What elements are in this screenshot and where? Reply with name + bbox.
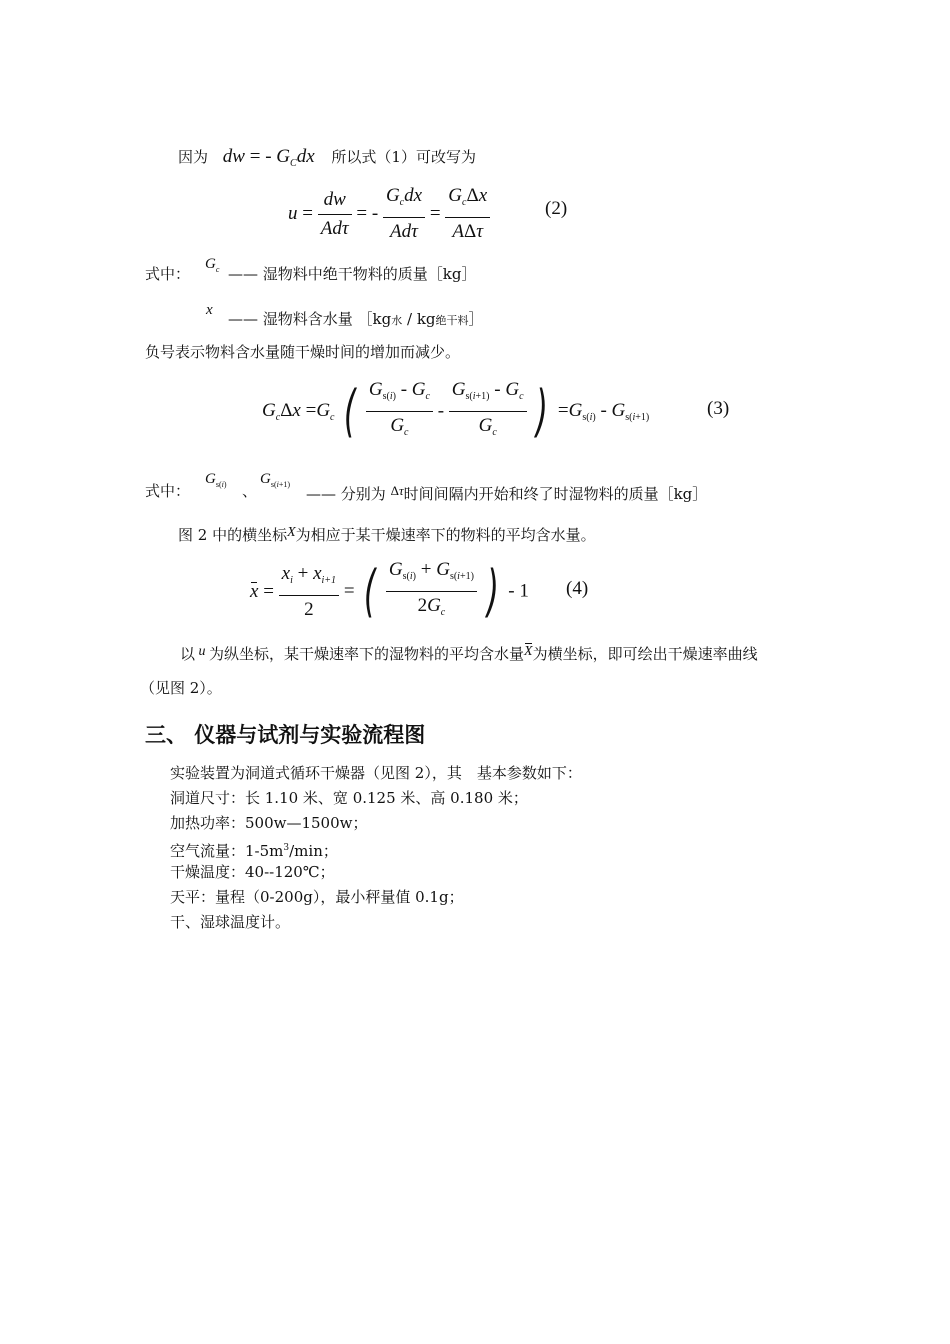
gs-description (306, 481, 707, 504)
curve-text-b: 为纵坐标，某干燥速率下的湿物料的平均含水量 (209, 645, 525, 663)
equation-3-number: (3) (707, 398, 730, 419)
air-flow-a: 空气流量：1-5m (170, 842, 284, 860)
fig2-text-b: 为相应于某干燥速率下的物料的平均含水量。 (295, 526, 596, 544)
minus-sign-note: 负号表示物料含水量随干燥时间的增加而减少。 (145, 343, 461, 361)
fig2-abscissa-line (178, 523, 596, 545)
x-desc-text: —— 湿物料含水量 ［kg (228, 310, 392, 328)
gc-description: —— 湿物料中绝干物料的质量［kg］ (228, 265, 477, 283)
curve-paragraph-line2: （见图 2）。 (140, 679, 222, 697)
x-unit-slash: / kg (402, 310, 436, 328)
equation-2: u = $\frac{dw}{\text{Adτ}}$ = - $\frac{G_cdx}{\text{Adτ}}$ = $\frac{G_c\Delta x}{\text{AΔτ}}$ (288, 184, 490, 244)
formula-dw: dw = - $G_Cdx$ (222, 146, 315, 169)
fig2-text-a: 图 2 中的横坐标 (178, 526, 288, 544)
where-label-2: 式中： (145, 482, 191, 500)
gs-desc-a: —— 分别为 (306, 485, 386, 503)
param-tunnel-size: 洞道尺寸：长 1.10 米、宽 0.125 米、高 0.180 米； (170, 789, 528, 807)
symbol-gs-i: $G_{s(i)}$ (205, 471, 227, 489)
symbol-x-avg: X (524, 644, 533, 659)
x-unit-water: 水 (391, 314, 403, 327)
curve-text-c: 为横坐标，即可绘出干燥速率曲线 (532, 645, 758, 663)
curve-text-a: 以 (180, 645, 196, 663)
where-label-1: 式中： (145, 265, 191, 283)
symbol-separator: 、 (242, 482, 258, 500)
x-description (228, 309, 484, 331)
symbol-delta-tau: Δτ (390, 483, 404, 498)
equation-2-number: (2) (545, 198, 568, 219)
symbol-gs-i1: $G_{s(i+1)}$ (260, 471, 291, 489)
because-prefix: 因为 (178, 148, 209, 166)
equation-3: $G_c\Delta x =G_c$ ( $\frac{G_{s(i)} - G_c}{G_c}$ - $\frac{G_{s(i+1)} - G_c}{G_c}$ ) $=G_{s(i)} - G_{s(i+1)}$ (262, 378, 650, 444)
x-unit-close: ］ (468, 310, 484, 328)
curve-paragraph-line1 (180, 642, 758, 664)
param-drying-temp: 干燥温度：40--120℃； (170, 863, 335, 881)
symbol-u: u (195, 644, 210, 659)
air-flow-b: /min； (289, 842, 338, 860)
because-line (178, 147, 476, 174)
air-flow-sup: 3 (283, 843, 290, 853)
params-intro: 实验装置为洞道式循环干燥器（见图 2），其 基本参数如下： (170, 764, 582, 782)
symbol-x-bar: X (287, 525, 296, 540)
gs-desc-b: 时间间隔内开始和终了时湿物料的质量［kg］ (403, 485, 708, 503)
because-suffix: 所以式（1）可改写为 (331, 148, 476, 166)
param-heating-power: 加热功率：500w—1500w； (170, 814, 368, 832)
x-unit-dry: 绝干料 (435, 314, 469, 327)
symbol-gc: $G_c$ (205, 256, 220, 274)
equation-4: x = $\frac{x_i + x_{i+1}}{2}$ = ( $\frac{G_{s(i)} + G_{s(i+1)}}{2G_c}$ ) - 1 (250, 558, 529, 624)
section-3-heading: 三、 仪器与试剂与实验流程图 (145, 723, 426, 747)
symbol-x: x (206, 302, 213, 318)
param-balance: 天平：量程（0-200g），最小秤量值 0.1g； (170, 888, 464, 906)
param-air-flow (170, 838, 338, 861)
param-thermometer: 干、湿球温度计。 (170, 913, 291, 931)
equation-4-number: (4) (566, 578, 589, 599)
